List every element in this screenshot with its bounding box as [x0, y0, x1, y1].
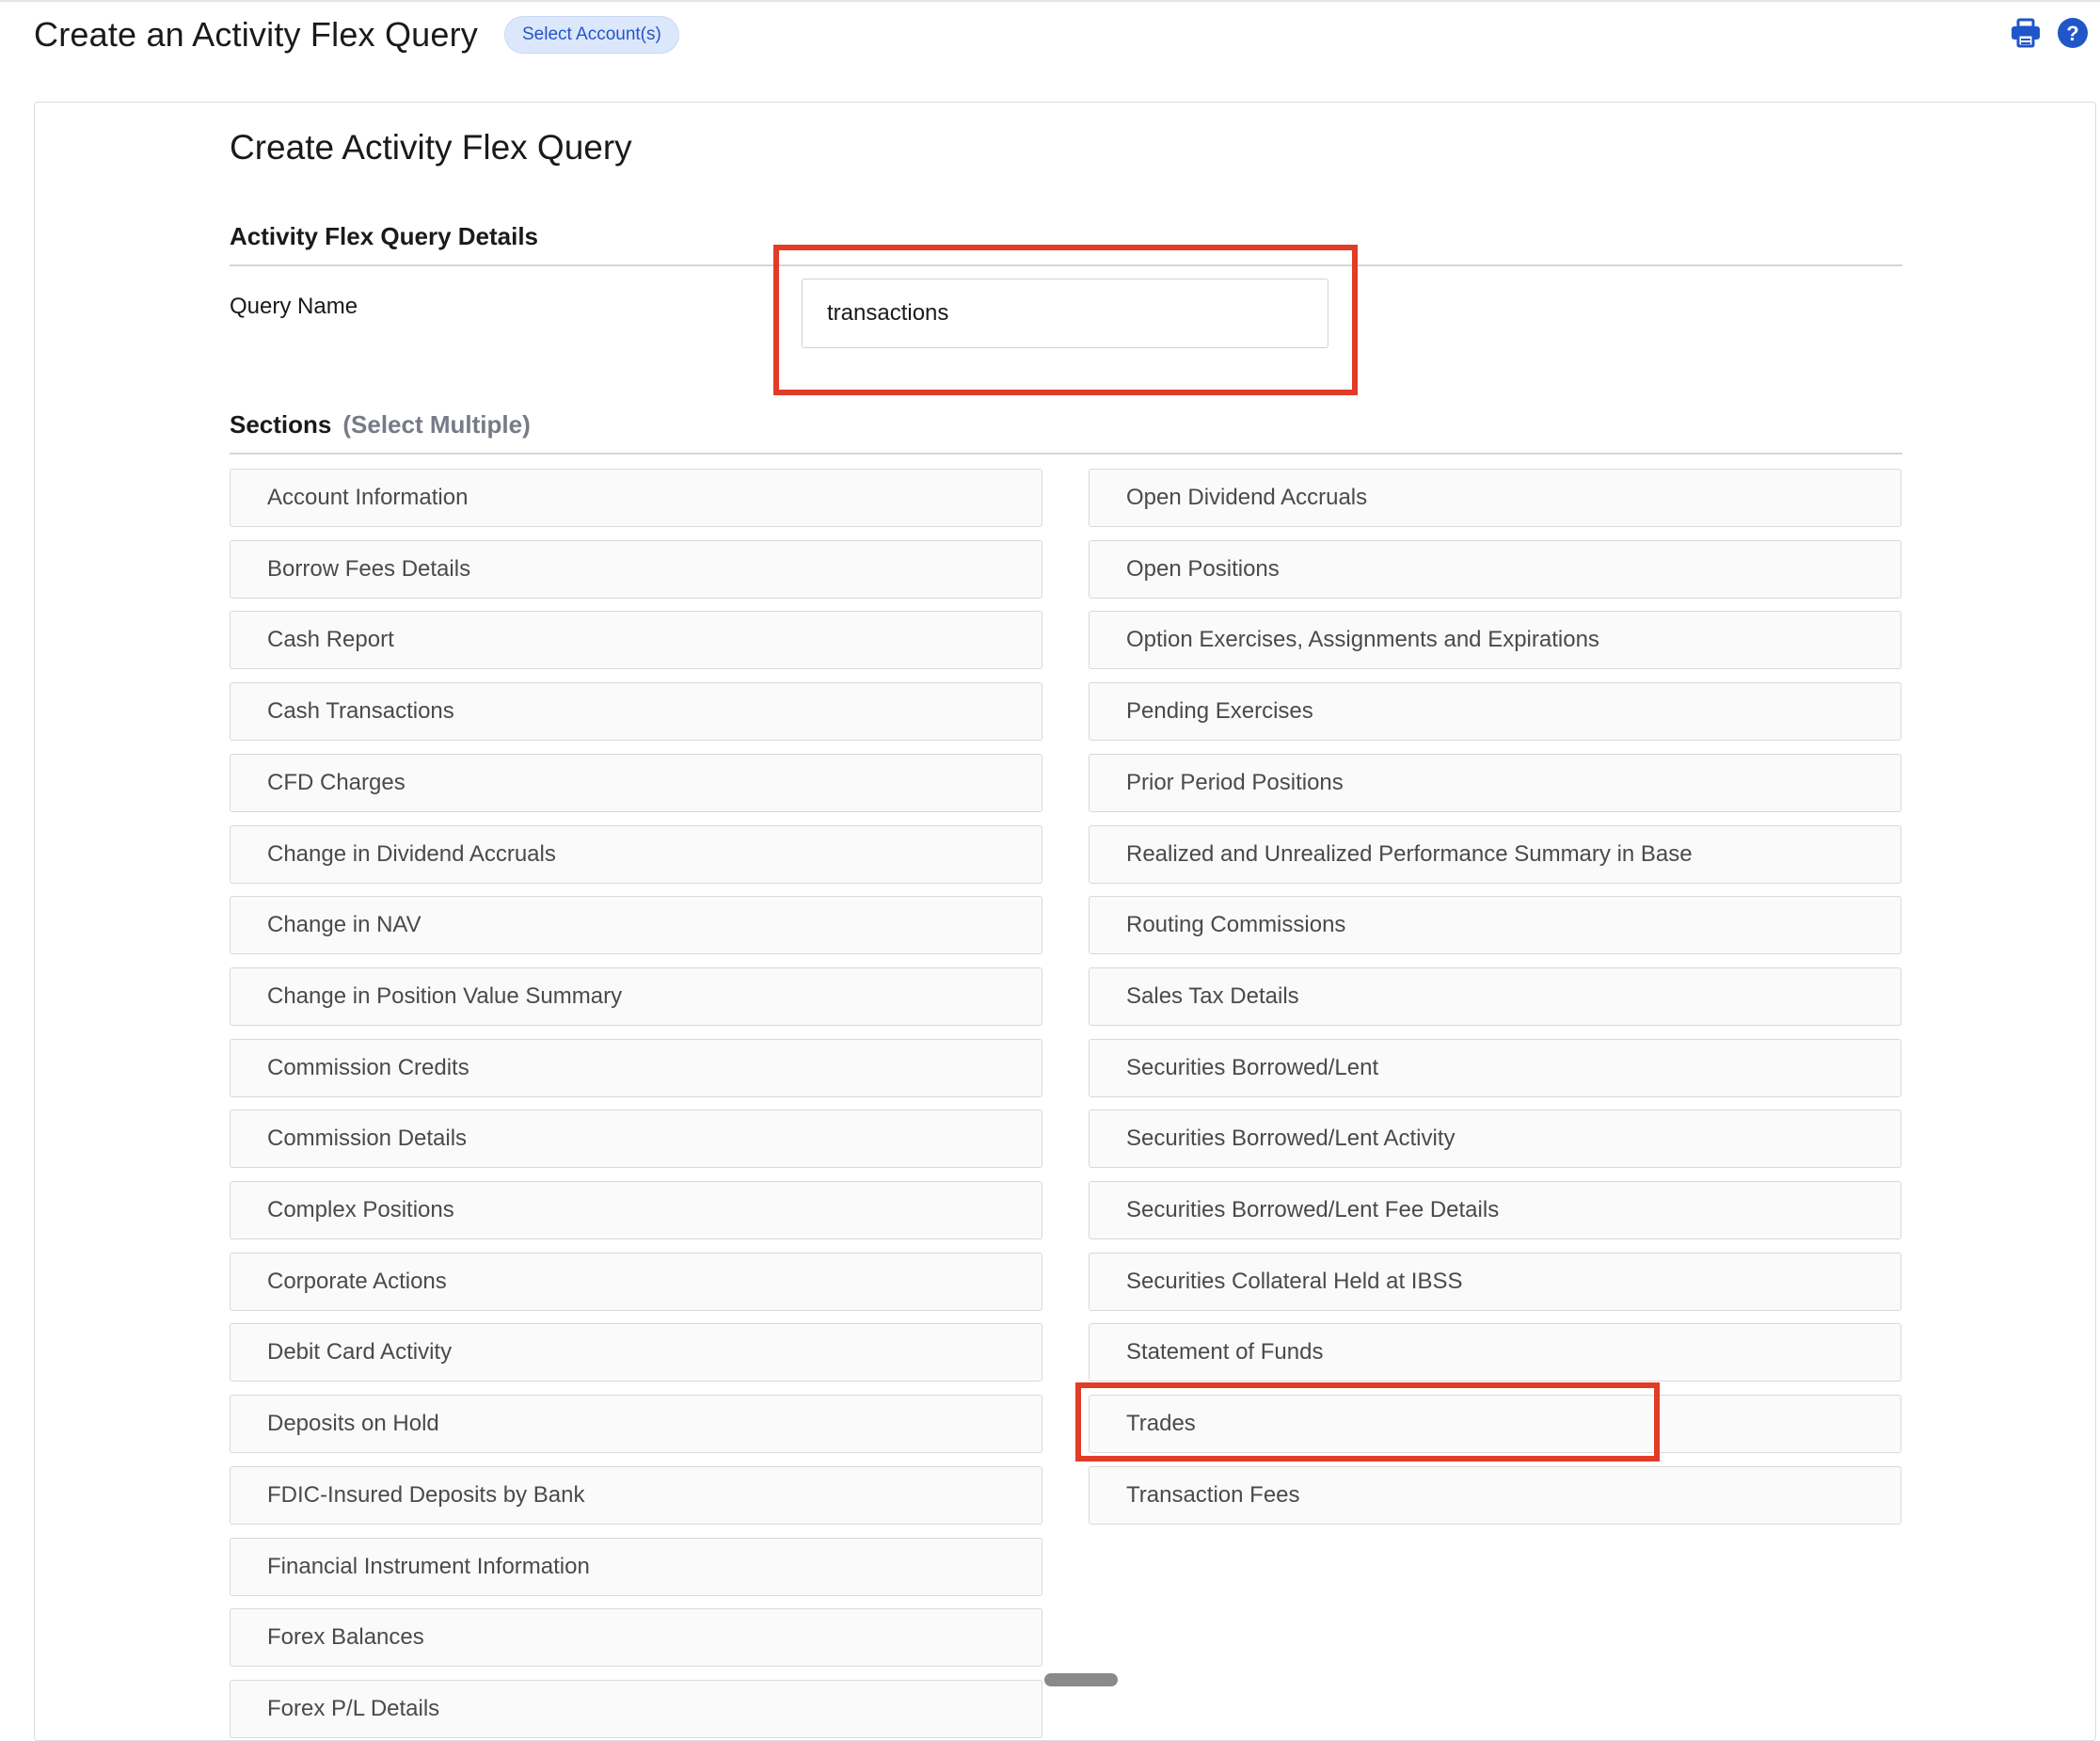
print-icon[interactable]: [2010, 17, 2042, 49]
section-item[interactable]: Forex Balances: [230, 1608, 1042, 1667]
section-item[interactable]: Pending Exercises: [1089, 682, 1901, 741]
section-item[interactable]: Debit Card Activity: [230, 1323, 1042, 1382]
scroll-handle[interactable]: [1044, 1673, 1118, 1686]
sections-heading-label: Sections: [230, 410, 332, 439]
section-item[interactable]: Complex Positions: [230, 1181, 1042, 1239]
section-item[interactable]: FDIC-Insured Deposits by Bank: [230, 1466, 1042, 1525]
section-item[interactable]: Statement of Funds: [1089, 1323, 1901, 1382]
section-item[interactable]: Change in NAV: [230, 896, 1042, 954]
section-item[interactable]: Open Dividend Accruals: [1089, 469, 1901, 527]
section-item[interactable]: Account Information: [230, 469, 1042, 527]
section-item[interactable]: Corporate Actions: [230, 1253, 1042, 1311]
sections-heading: [230, 410, 531, 439]
section-item[interactable]: Change in Position Value Summary: [230, 967, 1042, 1026]
page-title: Create an Activity Flex Query: [34, 15, 478, 54]
section-item[interactable]: Financial Instrument Information: [230, 1538, 1042, 1596]
section-item[interactable]: Securities Borrowed/Lent Fee Details: [1089, 1181, 1901, 1239]
query-name-input[interactable]: [802, 279, 1328, 348]
section-item[interactable]: Sales Tax Details: [1089, 967, 1901, 1026]
section-item[interactable]: Borrow Fees Details: [230, 540, 1042, 599]
section-item[interactable]: Deposits on Hold: [230, 1395, 1042, 1453]
page-header: [34, 11, 679, 58]
select-accounts-button[interactable]: Select Account(s): [504, 16, 679, 54]
query-name-label: Query Name: [230, 294, 358, 319]
section-item[interactable]: Commission Credits: [230, 1039, 1042, 1097]
svg-text:?: ?: [2066, 22, 2079, 45]
top-border: [0, 0, 2100, 2]
section-item[interactable]: Transaction Fees: [1089, 1466, 1901, 1525]
section-item[interactable]: Securities Borrowed/Lent Activity: [1089, 1110, 1901, 1168]
details-heading: Activity Flex Query Details: [230, 222, 539, 250]
section-item[interactable]: Routing Commissions: [1089, 896, 1901, 954]
section-item[interactable]: Option Exercises, Assignments and Expirations: [1089, 611, 1901, 669]
card-title: Create Activity Flex Query: [230, 128, 632, 167]
section-item[interactable]: Cash Transactions: [230, 682, 1042, 741]
help-icon[interactable]: [2057, 17, 2089, 49]
sections-heading-hint: (Select Multiple): [342, 410, 531, 439]
section-item[interactable]: Cash Report: [230, 611, 1042, 669]
sections-divider: [230, 453, 1902, 455]
section-item[interactable]: CFD Charges: [230, 754, 1042, 812]
section-item[interactable]: Prior Period Positions: [1089, 754, 1901, 812]
section-item[interactable]: Securities Borrowed/Lent: [1089, 1039, 1901, 1097]
section-item[interactable]: Change in Dividend Accruals: [230, 825, 1042, 884]
section-item[interactable]: Securities Collateral Held at IBSS: [1089, 1253, 1901, 1311]
section-item[interactable]: Commission Details: [230, 1110, 1042, 1168]
section-item-trades[interactable]: Trades: [1089, 1395, 1901, 1453]
section-item[interactable]: Open Positions: [1089, 540, 1901, 599]
details-divider: [230, 264, 1902, 266]
section-item[interactable]: Realized and Unrealized Performance Summary in Base: [1089, 825, 1901, 884]
section-item[interactable]: Forex P/L Details: [230, 1680, 1042, 1738]
